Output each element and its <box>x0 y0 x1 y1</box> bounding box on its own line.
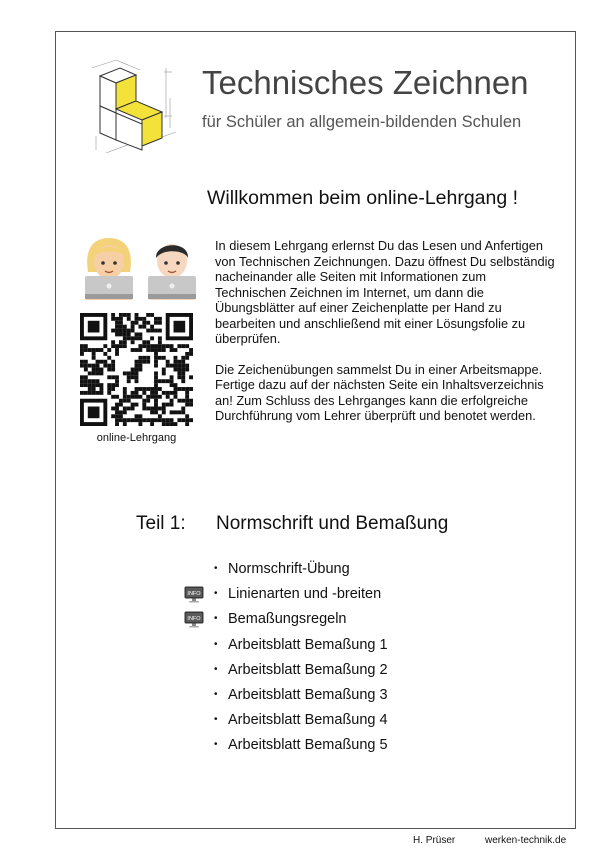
page-subtitle: für Schüler an allgemein-bildenden Schulen <box>202 113 522 131</box>
technologists-group <box>80 234 205 300</box>
section-label: Teil 1: <box>136 513 186 534</box>
topic-label: Linienarten und -breiten <box>228 586 382 603</box>
section-title: Normschrift und Bemaßung <box>216 513 449 534</box>
topic-label: Bemaßungsregeln <box>228 611 347 628</box>
qr-caption: online-Lehrgang <box>96 432 177 444</box>
bullet: • <box>214 663 218 675</box>
intro-text <box>215 238 555 439</box>
page-title: Technisches Zeichnen <box>202 64 529 101</box>
info-monitor-icon[interactable] <box>184 586 204 603</box>
bullet: • <box>214 588 218 600</box>
bullet: • <box>214 688 218 700</box>
topic-label: Arbeitsblatt Bemaßung 3 <box>228 686 388 703</box>
topic-item[interactable] <box>214 686 388 711</box>
topic-label: Arbeitsblatt Bemaßung 4 <box>228 712 388 729</box>
topic-item[interactable] <box>214 636 388 661</box>
topic-label: Arbeitsblatt Bemaßung 1 <box>228 636 388 653</box>
woman-technologist-icon <box>80 234 138 300</box>
topic-label: Normschrift-Übung <box>228 561 350 577</box>
topic-list <box>214 560 388 762</box>
topic-label: Arbeitsblatt Bemaßung 5 <box>228 737 388 754</box>
bullet: • <box>214 739 218 751</box>
qr-code-icon[interactable] <box>80 313 193 426</box>
footer-author: H. Prüser <box>413 835 456 846</box>
info-label: INFO <box>187 591 201 598</box>
intro-paragraph: In diesem Lehrgang erlernst Du das Lesen und Anfertigen von Technischen Zeichnungen. Dazu öffnest Du selbständig nacheinander alle Seiten mit Informationen zum Technischen Zeichnen im Internet, um dann die Übungsblätter auf einer Zeichenplatte per Hand zu bearbeiten und anschließend mit einer Lösungsfolie zu überprüfen. <box>215 238 555 346</box>
info-monitor-icon[interactable] <box>184 611 204 628</box>
topic-item[interactable] <box>214 711 388 736</box>
footer-site[interactable]: werken-technik.de <box>485 835 567 846</box>
topic-item[interactable] <box>214 560 388 585</box>
topic-item[interactable] <box>214 661 388 686</box>
welcome-heading: Willkommen beim online-Lehrgang ! <box>207 187 519 209</box>
topic-item[interactable] <box>214 610 388 635</box>
isometric-l-block-drawing-icon <box>86 58 186 158</box>
bullet: • <box>214 563 218 574</box>
man-technologist-icon <box>143 234 201 300</box>
topic-item[interactable] <box>214 585 388 610</box>
bullet: • <box>214 638 218 650</box>
topic-item[interactable] <box>214 736 388 761</box>
topic-label: Arbeitsblatt Bemaßung 2 <box>228 661 388 678</box>
bullet: • <box>214 714 218 726</box>
info-label: INFO <box>187 616 201 623</box>
intro-paragraph: Die Zeichenübungen sammelst Du in einer Arbeitsmappe. Fertige dazu auf der nächsten Seite ein Inhaltsverzeichnis an! Zum Schluss des Lehrganges kann die erfolgreiche Durchführung vom Lehrer überprüft und benotet werden. <box>215 361 544 423</box>
bullet: • <box>214 613 218 625</box>
